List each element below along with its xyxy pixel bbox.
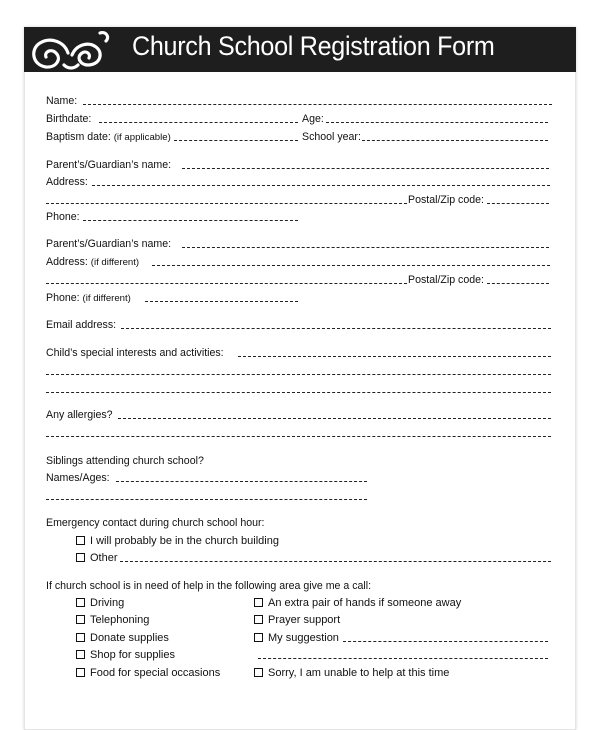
baptism-note: (if applicable) (113, 132, 171, 143)
help-option-driving[interactable]: Driving (76, 597, 124, 610)
allergies-field[interactable] (118, 418, 551, 419)
suggestion-field[interactable] (343, 641, 548, 642)
parent-name-label: Parent’s/Guardian’s name: (46, 159, 172, 171)
address2-field-line2[interactable] (46, 283, 407, 284)
phone-field[interactable] (83, 220, 298, 221)
checkbox-icon[interactable] (254, 598, 263, 607)
siblings-label: Siblings attending church school? (46, 455, 204, 467)
birthdate-field[interactable] (99, 122, 298, 123)
allergies-label: Any allergies? (46, 409, 113, 421)
swirl-logo-icon (24, 27, 124, 72)
phone2-note: (if different) (82, 293, 131, 304)
phone-label: Phone: (46, 211, 80, 223)
address-label: Address: (46, 176, 88, 188)
address-field[interactable] (92, 185, 550, 186)
checkbox-icon[interactable] (254, 633, 263, 642)
form-header (24, 27, 576, 72)
address2-field[interactable] (152, 265, 550, 266)
allergies-field-line2[interactable] (46, 436, 551, 437)
emergency-option-in-building[interactable]: I will probably be in the church building (76, 535, 279, 548)
address2-label: Address: (if different) (46, 256, 140, 268)
address-field-line2[interactable] (46, 203, 407, 204)
interests-field[interactable] (238, 356, 551, 357)
postal-code-field[interactable] (487, 203, 549, 204)
postal-code2-field[interactable] (487, 283, 549, 284)
phone2-label: Phone: (if different) (46, 292, 131, 304)
checkbox-icon[interactable] (254, 668, 263, 677)
names-ages-field-line2[interactable] (46, 499, 367, 500)
parent-name-field[interactable] (182, 168, 549, 169)
names-ages-field[interactable] (116, 481, 367, 482)
parent2-name-field[interactable] (182, 247, 549, 248)
checkbox-icon[interactable] (254, 615, 263, 624)
parent2-name-label: Parent’s/Guardian’s name: (46, 238, 172, 250)
baptism-date-field[interactable] (174, 140, 298, 141)
age-label: Age: (302, 113, 324, 125)
emergency-other-field[interactable] (120, 561, 551, 562)
names-ages-label: Names/Ages: (46, 472, 110, 484)
name-label: Name: (46, 95, 78, 107)
interests-label: Child’s special interests and activities: (46, 347, 224, 359)
checkbox-icon[interactable] (76, 615, 85, 624)
checkbox-icon[interactable] (76, 553, 85, 562)
checkbox-icon[interactable] (76, 633, 85, 642)
help-option-shop-supplies[interactable]: Shop for supplies (76, 649, 175, 662)
name-field[interactable] (83, 104, 552, 105)
baptism-date-label: Baptism date: (if applicable) (46, 131, 171, 143)
help-prompt: If church school is in need of help in the following area give me a call: (46, 580, 372, 592)
email-field[interactable] (121, 328, 551, 329)
school-year-field[interactable] (362, 140, 548, 141)
suggestion-field-line2[interactable] (258, 658, 548, 659)
birthdate-label: Birthdate: (46, 113, 92, 125)
age-field[interactable] (326, 122, 548, 123)
checkbox-icon[interactable] (76, 536, 85, 545)
interests-field-line3[interactable] (46, 392, 551, 393)
address2-note: (if different) (90, 257, 140, 268)
postal-code2-label: Postal/Zip code: (408, 274, 484, 286)
help-option-prayer[interactable]: Prayer support (254, 614, 340, 627)
checkbox-icon[interactable] (76, 668, 85, 677)
help-option-donate-supplies[interactable]: Donate supplies (76, 632, 169, 645)
form-title: Church School Registration Form (132, 31, 495, 61)
help-option-extra-hands[interactable]: An extra pair of hands if someone away (254, 597, 461, 610)
interests-field-line2[interactable] (46, 374, 551, 375)
help-option-suggestion[interactable]: My suggestion (254, 632, 339, 645)
help-option-unable[interactable]: Sorry, I am unable to help at this time (254, 667, 449, 680)
help-option-telephoning[interactable]: Telephoning (76, 614, 149, 627)
postal-code-label: Postal/Zip code: (408, 194, 484, 206)
email-label: Email address: (46, 319, 117, 331)
emergency-option-other[interactable]: Other (76, 552, 118, 565)
help-option-food[interactable]: Food for special occasions (76, 667, 220, 680)
checkbox-icon[interactable] (76, 598, 85, 607)
emergency-label: Emergency contact during church school hour: (46, 517, 265, 529)
checkbox-icon[interactable] (76, 650, 85, 659)
phone2-field[interactable] (145, 301, 298, 302)
school-year-label: School year: (302, 131, 361, 143)
